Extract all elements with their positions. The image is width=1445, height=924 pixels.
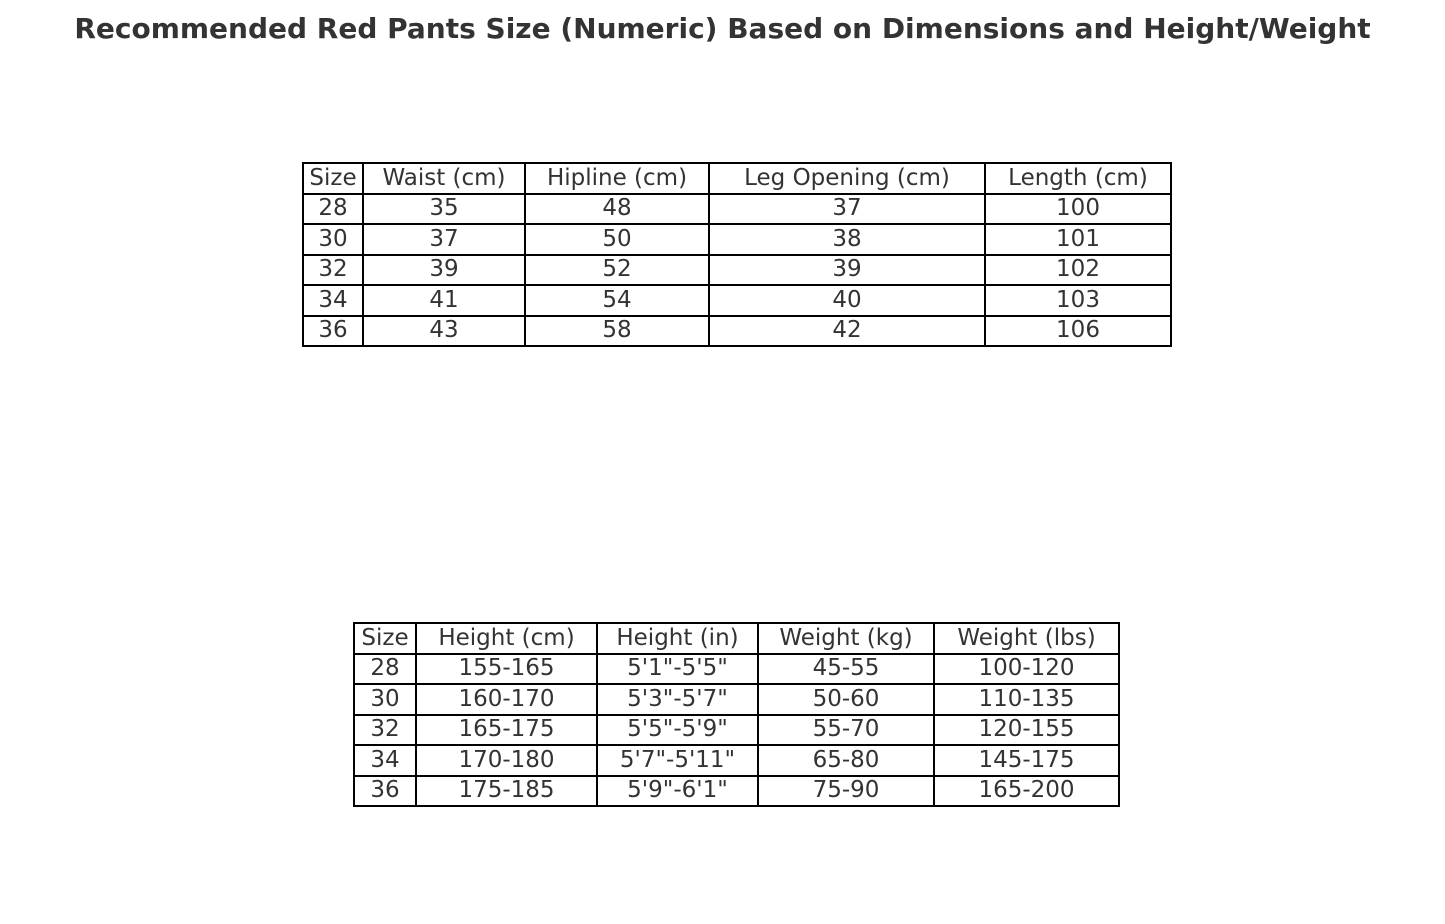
table-cell: 34 [354,745,416,776]
column-header-hipline: Hipline (cm) [525,163,709,194]
table-cell: 34 [303,285,363,316]
table-cell: 42 [709,316,985,347]
table-cell: 32 [303,255,363,286]
table-cell: 58 [525,316,709,347]
column-header-height-cm: Height (cm) [416,623,597,654]
table-row [303,255,1171,286]
table-cell: 41 [363,285,525,316]
table-cell: 170-180 [416,745,597,776]
table-cell: 75-90 [758,776,934,807]
table-cell: 54 [525,285,709,316]
table-cell: 165-200 [934,776,1119,807]
table-cell: 160-170 [416,684,597,715]
table-cell: 39 [363,255,525,286]
column-header-weight-kg: Weight (kg) [758,623,934,654]
column-header-leg-opening: Leg Opening (cm) [709,163,985,194]
table-row [354,715,1119,746]
table-cell: 100 [985,194,1171,225]
table-row [303,285,1171,316]
table-cell: 39 [709,255,985,286]
table-cell: 101 [985,224,1171,255]
table-cell: 103 [985,285,1171,316]
table-cell: 145-175 [934,745,1119,776]
figure-title: Recommended Red Pants Size (Numeric) Based on Dimensions and Height/Weight [74,12,1371,45]
table-cell: 32 [354,715,416,746]
table-row [354,684,1119,715]
table-cell: 36 [354,776,416,807]
height-weight-header-row [354,623,1119,654]
column-header-size: Size [303,163,363,194]
table-cell: 100-120 [934,654,1119,685]
height-weight-table [353,622,1120,807]
table-cell: 5'7"-5'11" [597,745,758,776]
table-cell: 175-185 [416,776,597,807]
table-cell: 5'5"-5'9" [597,715,758,746]
column-header-waist: Waist (cm) [363,163,525,194]
table-cell: 165-175 [416,715,597,746]
table-cell: 55-70 [758,715,934,746]
table-cell: 30 [303,224,363,255]
table-cell: 106 [985,316,1171,347]
column-header-size: Size [354,623,416,654]
table-cell: 102 [985,255,1171,286]
table-cell: 28 [354,654,416,685]
table-cell: 5'9"-6'1" [597,776,758,807]
table-cell: 5'1"-5'5" [597,654,758,685]
column-header-height-in: Height (in) [597,623,758,654]
table-cell: 48 [525,194,709,225]
table-row [303,224,1171,255]
table-cell: 38 [709,224,985,255]
table-cell: 37 [709,194,985,225]
table-cell: 50-60 [758,684,934,715]
table-cell: 43 [363,316,525,347]
table-cell: 28 [303,194,363,225]
table-row [303,194,1171,225]
column-header-weight-lbs: Weight (lbs) [934,623,1119,654]
table-cell: 30 [354,684,416,715]
table-cell: 5'3"-5'7" [597,684,758,715]
table-cell: 50 [525,224,709,255]
table-cell: 36 [303,316,363,347]
table-row [354,745,1119,776]
dimensions-table [302,162,1172,347]
table-cell: 120-155 [934,715,1119,746]
table-cell: 40 [709,285,985,316]
dimensions-header-row [303,163,1171,194]
table-row [354,776,1119,807]
table-cell: 155-165 [416,654,597,685]
table-cell: 37 [363,224,525,255]
table-cell: 52 [525,255,709,286]
table-cell: 110-135 [934,684,1119,715]
table-cell: 35 [363,194,525,225]
table-cell: 45-55 [758,654,934,685]
table-cell: 65-80 [758,745,934,776]
column-header-length: Length (cm) [985,163,1171,194]
table-row [354,654,1119,685]
table-row [303,316,1171,347]
